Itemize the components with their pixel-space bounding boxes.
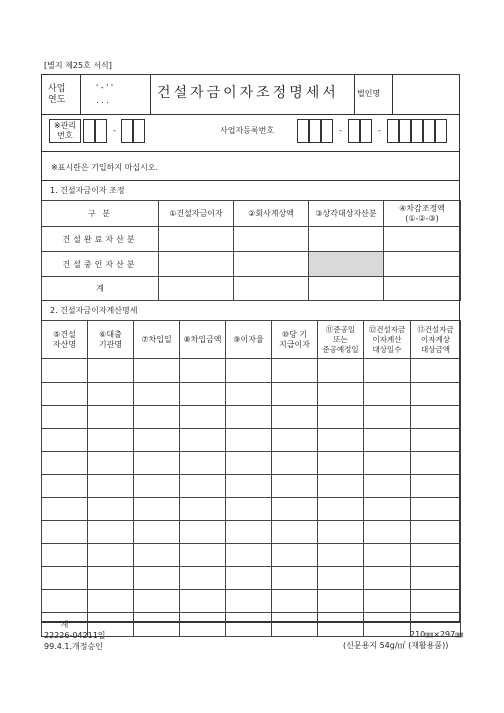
cell-input[interactable] (159, 277, 234, 301)
cell-input[interactable] (364, 590, 411, 613)
cell-input[interactable] (42, 567, 88, 590)
cell-input[interactable] (364, 406, 411, 429)
corp-name-field[interactable] (393, 75, 459, 113)
cell-input[interactable] (272, 452, 318, 475)
cell-input[interactable] (411, 383, 461, 406)
business-reg-number-cell[interactable] (360, 119, 372, 143)
cell-input[interactable] (180, 590, 226, 613)
header-days: ⑫건설자금 이자계산 대상일수 (364, 321, 411, 359)
cell-input[interactable] (180, 544, 226, 567)
header-company-booked: ②회사계상액 (234, 201, 309, 227)
cell-input[interactable] (226, 590, 272, 613)
cell-input[interactable] (134, 613, 180, 637)
section2-title: 2. 건설자금이자계산명세 (50, 306, 138, 315)
cell-input[interactable] (384, 277, 461, 301)
cell-input[interactable] (364, 475, 411, 498)
cell-input[interactable] (318, 429, 364, 452)
cell-input[interactable] (411, 590, 461, 613)
header-eligible-amount: ⑬건설자금 이자계상 대상금액 (411, 321, 461, 359)
cell-input[interactable] (272, 521, 318, 544)
cell-input[interactable] (272, 567, 318, 590)
table-row (42, 544, 461, 567)
cell-input[interactable] (226, 383, 272, 406)
cell-input[interactable] (384, 252, 461, 277)
cell-input[interactable] (180, 475, 226, 498)
cell-input[interactable] (42, 590, 88, 613)
cell-input[interactable] (159, 252, 234, 277)
header-lender-name: ⑥대출 기관명 (88, 321, 134, 359)
section1-title: 1. 건설자금이자 조정 (50, 186, 125, 195)
cell-input[interactable] (88, 544, 134, 567)
management-number-label: ※관리 번호 (53, 121, 77, 140)
cell-input[interactable] (309, 277, 384, 301)
cell-input[interactable] (134, 567, 180, 590)
cell-input[interactable] (88, 406, 134, 429)
cell-input[interactable] (88, 590, 134, 613)
cell-input[interactable] (226, 359, 272, 383)
header-interest-rate: ⑨이자율 (226, 321, 272, 359)
cell-input[interactable] (411, 429, 461, 452)
table-row (42, 498, 461, 521)
cell-input[interactable] (318, 359, 364, 383)
cell-input[interactable] (318, 544, 364, 567)
cell-input[interactable] (42, 406, 88, 429)
cell-input[interactable] (134, 590, 180, 613)
business-year-start: ' - ' ' (96, 83, 114, 92)
cell-input[interactable] (364, 521, 411, 544)
cell-input[interactable] (309, 227, 384, 252)
table-row (42, 521, 461, 544)
cell-input[interactable] (226, 452, 272, 475)
cell-input[interactable] (134, 383, 180, 406)
header-depreciable-asset: ③상각대상자산분 (309, 201, 384, 227)
notice-text: ※표시란은 기입하지 마십시오. (51, 163, 159, 172)
cell-input[interactable] (226, 429, 272, 452)
cell-input[interactable] (411, 567, 461, 590)
business-reg-number-cell[interactable] (348, 119, 360, 143)
shaded-cell (309, 252, 384, 277)
paper-spec: (신문용지 54g/㎡ (재활용품)) (343, 641, 449, 650)
business-reg-number-cell[interactable] (309, 119, 321, 143)
cell-input[interactable] (226, 406, 272, 429)
table-row (42, 383, 461, 406)
cell-input[interactable] (42, 475, 88, 498)
table-row (42, 567, 461, 590)
cell-input[interactable] (42, 359, 88, 383)
cell-input[interactable] (272, 406, 318, 429)
management-number-cell[interactable] (95, 119, 107, 143)
cell-input[interactable] (180, 613, 226, 637)
cell-input[interactable] (364, 567, 411, 590)
cell-input[interactable] (88, 452, 134, 475)
cell-input[interactable] (134, 498, 180, 521)
cell-input[interactable] (318, 521, 364, 544)
cell-input[interactable] (318, 590, 364, 613)
dash: - (378, 126, 381, 135)
cell-input[interactable] (411, 544, 461, 567)
form-code: 22226-04211일 99.4.1.개정승인 (44, 631, 106, 651)
business-reg-number-label: 사업자등록번호 (220, 126, 275, 135)
cell-input[interactable] (272, 613, 318, 637)
header-borrow-date: ⑦차입일 (134, 321, 180, 359)
business-year-end: . . . (96, 96, 109, 105)
cell-input[interactable] (226, 475, 272, 498)
cell-input[interactable] (42, 429, 88, 452)
cell-input[interactable] (134, 429, 180, 452)
cell-input[interactable] (411, 475, 461, 498)
cell-input[interactable] (318, 383, 364, 406)
cell-input[interactable] (318, 475, 364, 498)
business-reg-number-cell[interactable] (411, 119, 423, 143)
cell-input[interactable] (272, 498, 318, 521)
business-reg-number-cell[interactable] (297, 119, 309, 143)
cell-input[interactable] (180, 406, 226, 429)
cell-input[interactable] (234, 252, 309, 277)
table-row (42, 359, 461, 383)
total-row-label: 계 (42, 613, 88, 637)
cell-input[interactable] (226, 613, 272, 637)
table-row (42, 452, 461, 475)
cell-input[interactable] (88, 429, 134, 452)
management-number-cell[interactable] (83, 119, 95, 143)
cell-input[interactable] (272, 544, 318, 567)
form-number: [별지 제25호 서식] (44, 61, 112, 70)
cell-input[interactable] (272, 475, 318, 498)
cell-input[interactable] (134, 544, 180, 567)
cell-input[interactable] (88, 359, 134, 383)
header-interest-paid: ⑩당 기 지급이자 (272, 321, 318, 359)
cell-input[interactable] (134, 359, 180, 383)
interest-adjustment-table (41, 200, 461, 301)
cell-input[interactable] (318, 498, 364, 521)
business-reg-number-cell[interactable] (399, 119, 411, 143)
dash: - (113, 126, 116, 135)
paper-size: 210㎜×297㎜ (410, 630, 464, 639)
header-completion-date: ⑪준공일 또는 준공예정일 (318, 321, 364, 359)
cell-input[interactable] (42, 521, 88, 544)
table-row (42, 590, 461, 613)
cell-input[interactable] (180, 498, 226, 521)
cell-input[interactable] (159, 227, 234, 252)
business-reg-number-cell[interactable] (423, 119, 435, 143)
cell-input[interactable] (411, 452, 461, 475)
cell-input[interactable] (88, 383, 134, 406)
cell-input[interactable] (226, 567, 272, 590)
cell-input[interactable] (180, 521, 226, 544)
cell-input[interactable] (411, 406, 461, 429)
interest-calculation-table (41, 320, 461, 637)
dash: - (339, 126, 342, 135)
cell-input[interactable] (272, 359, 318, 383)
business-year-label: 사업 연도 (48, 84, 66, 105)
cell-input[interactable] (318, 452, 364, 475)
cell-input[interactable] (42, 383, 88, 406)
cell-input[interactable] (42, 498, 88, 521)
cell-input[interactable] (364, 544, 411, 567)
cell-input[interactable] (234, 277, 309, 301)
cell-input[interactable] (88, 521, 134, 544)
cell-input[interactable] (364, 383, 411, 406)
cell-input[interactable] (88, 498, 134, 521)
cell-input[interactable] (272, 590, 318, 613)
business-reg-number-cell[interactable] (321, 119, 333, 143)
header-construction-interest: ①건설자금이자 (159, 201, 234, 227)
row-label-in-progress: 건설중인자산분 (42, 252, 159, 277)
header-borrow-amount: ⑧차입금액 (180, 321, 226, 359)
cell-input[interactable] (134, 452, 180, 475)
cell-input[interactable] (42, 452, 88, 475)
cell-input[interactable] (318, 567, 364, 590)
cell-input[interactable] (318, 406, 364, 429)
cell-input[interactable] (180, 429, 226, 452)
cell-input[interactable] (364, 452, 411, 475)
cell-input[interactable] (88, 567, 134, 590)
cell-input[interactable] (134, 521, 180, 544)
cell-input[interactable] (134, 475, 180, 498)
business-reg-number-cell[interactable] (435, 119, 447, 143)
row-label-completed: 건설완료자산분 (42, 227, 159, 252)
page-title: 건설자금이자조정명세서 (157, 85, 339, 101)
header-asset-name: ⑤건설 자산명 (42, 321, 88, 359)
cell-input[interactable] (272, 429, 318, 452)
cell-input[interactable] (384, 227, 461, 252)
cell-input[interactable] (411, 359, 461, 383)
row-label-total: 계 (42, 277, 159, 301)
management-number-cell[interactable] (133, 119, 145, 143)
cell-input[interactable] (364, 359, 411, 383)
cell-input[interactable] (180, 383, 226, 406)
cell-input[interactable] (88, 475, 134, 498)
table-row (42, 429, 461, 452)
corp-name-label: 법인명 (357, 89, 381, 98)
cell-input[interactable] (180, 359, 226, 383)
table-row (42, 406, 461, 429)
table-row (42, 475, 461, 498)
cell-input[interactable] (411, 498, 461, 521)
cell-input[interactable] (234, 227, 309, 252)
cell-input[interactable] (318, 613, 364, 637)
cell-input[interactable] (42, 544, 88, 567)
cell-input[interactable] (180, 452, 226, 475)
business-reg-number-cell[interactable] (387, 119, 399, 143)
cell-input[interactable] (180, 567, 226, 590)
cell-input[interactable] (364, 429, 411, 452)
cell-input[interactable] (364, 498, 411, 521)
management-number-cell[interactable] (121, 119, 133, 143)
header-category: 구 분 (42, 201, 159, 227)
cell-input[interactable] (411, 521, 461, 544)
cell-input[interactable] (134, 406, 180, 429)
cell-input[interactable] (226, 521, 272, 544)
cell-input[interactable] (364, 613, 411, 637)
cell-input[interactable] (226, 544, 272, 567)
cell-input[interactable] (272, 383, 318, 406)
cell-input[interactable] (226, 498, 272, 521)
header-net-adjustment: ④차감조정액 (①-②-③) (384, 201, 461, 227)
